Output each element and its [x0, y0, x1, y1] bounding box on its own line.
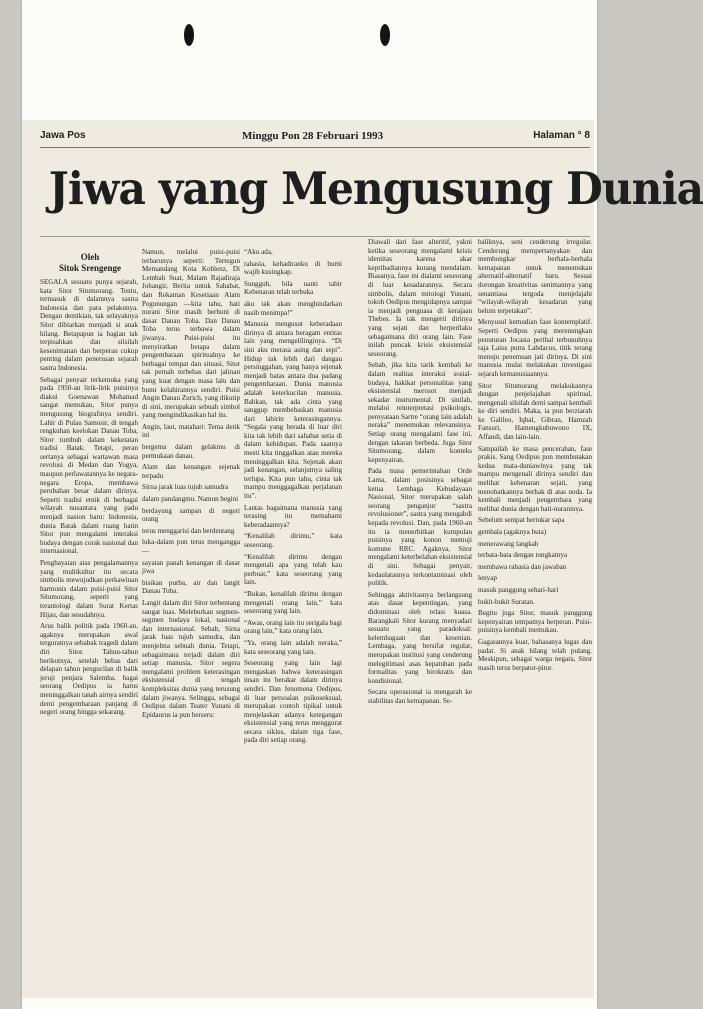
article-column-1 — [40, 278, 138, 990]
article-column-3 — [244, 248, 342, 990]
article-paragraph: Manusia mengusut keberadaan dirinya di antara beragam entitas lain yang mengelilinginya. “Di sini aku merasa asing dan sepi”. Hidup tak lebih dari dangau persinggahan, yang hanya sejenak menjadi batas antara dua padang pengembaraan. Dunia manusia adalah keterkucilan manusia. Bahkan, tak ada cinta yang sanggup membebaskan manusia dari labirin keterasingannya. “Segala yang berada di luar diri kita tak lebih dari sahabat setia di dalam kehidupan. Pada saatnya mesti kita tinggalkan atau mereka meninggalkan kita. Sejenak akan jadi kenangan, selanjutnya saling terlupa. Kita pun tahu, cinta tak mampu menggagalkan perjalanan itu”. — [244, 320, 342, 501]
byline-author: Sitok Srengenge — [58, 263, 122, 273]
article-paragraph: Namun, melalui puisi-puisi terbarunya seperti: Tertegun Memandang Kota Koblenz, Di Lembah Suat, Malam Rajadiraja Johangir, Berita untuk Sahabat, dan Rekaman Kesetiaan Alam Pegunungan —kita tahu, hati nurani Sitor masih berhuni di dasar Danau Toba. Dan Danau Toba terus terbawa dalam jiwanya. Puisi-puisi itu menyiratkan betapa dalam pengembaraan spiritualnya ke berbagai tempat dan situasi, Sitor tak pernah terbebas dari jalinan yang kuat dengan masa lalu dan bumi kelahirannya sendiri. Puisi Angin Danau Zurich, yang dikutip di sini, merupakan sebuah simbol yang mengindikasikan hal itu. — [142, 248, 240, 420]
article-column-2 — [142, 248, 240, 990]
issue-date: Minggu Pon 28 Februari 1993 — [242, 130, 384, 142]
article-paragraph: sayatan panah kenangan di dasar jiwa — [142, 558, 240, 576]
article-paragraph: Menyusul kemudian fase kontemplatif. Seperti Oedipus yang merenungkan penuturan Jocasta perihal terbunuhnya raja Laius putra Labdacus, titik terang menuju penemuan jati dirinya. Di sini manusia mulai melakukan investigasi sejarah kemanusiaannya. — [478, 318, 592, 378]
article-paragraph: Sebelum sempat bertukar sapa — [478, 516, 565, 525]
paper-name: Jawa Pos — [40, 130, 86, 141]
article-paragraph: Alam dan kenangan sejenak terpadu — [142, 463, 240, 480]
punch-hole-left — [184, 24, 194, 46]
article-column-4 — [368, 238, 472, 990]
article-paragraph: Gagasannya kuat, bahasanya lugas dan padat. Si anak hilang telah pulang. Meskipun, sebagai warga negara, Sitor masih terus berpator-pitor. — [478, 637, 592, 672]
article-paragraph: terbata-bata dengan tongkatnya — [478, 551, 568, 560]
byline — [40, 252, 140, 274]
article-paragraph: luka-dalam pun terus mengangga— — [142, 538, 240, 555]
article-paragraph: Sirna jarak luas tujuh samudra — [142, 483, 229, 492]
punch-hole-right — [380, 24, 390, 46]
article-paragraph: lenyap — [478, 574, 497, 583]
article-paragraph: “Ya, orang lain adalah neraka,” kata seseorang yang lain. — [244, 638, 342, 656]
article-paragraph: Langit dalam diri Sitor terbentang sangat luas. Meleburkan segmen-segmen budaya lokal, nasional dan internasional. Sebab, Sirna jarak luas tujuh samudra, dan menjelma sebuah dunia. Tetapi, sebagaimana terjadi dalam diri setiap manusia, Sitor segera mengalami problem keterasingan eksistensial di tengah kompleksitas dunia yang terusung dalam jiwanya. Selingga, sebagai Oedipus dalam Teater Yunani di Epidaurus ia pun berseru: — [142, 598, 240, 719]
article-paragraph: Sebab, jika kita tarik kembali ke dalam realitas interaksi sosial-budaya, hakikat personalitas yang eksistensial merosot menjadi sekadar instrumental. Di sinilah, melalui reinterpretasi psikologis, pernyataan Sartre “orang lain adalah neraka” menemukan relevansinya. Setiap orang mengalami fase ini, dengan takaran berbeda. Juga Sitor Situmorang, dalam konteks kepenyairan. — [368, 361, 472, 464]
article-paragraph: Secara operasional ia mengarah ke stabilitas dan kemapanan. Se- — [368, 688, 472, 705]
article-paragraph: membawa rahasia dan jawaban — [478, 562, 567, 571]
article-paragraph: SEGALA sesuatu punya sejarah, kata Sitor Situmorang. Tentu, termasuk di dalamnya sastra Indonesia dan para pelakunya. Dengan demikian, tak selayaknya Sitor dibiarkan menjadi si anak hilang. Betapapun ia bagian tak terpisahkan dan silsilah kesenimanan dan berperan cukup penting dalam penerusan sejarah sastra Indonesia. — [40, 278, 138, 372]
article-paragraph: bukit-bukit Suratan. — [478, 597, 535, 606]
article-column-5 — [478, 238, 592, 990]
headline: Jiwa yang Mengusung Dunia — [48, 162, 703, 215]
article-paragraph: Angin, laut, matahari: Tema detik ini — [142, 422, 240, 440]
article-paragraph: terus menggarisi dan berdentang — [142, 526, 235, 535]
headline-rule — [40, 236, 590, 237]
article-paragraph: Sampailah ke masa pencerahan, fase prakis. Sang Oedipus pun membutakan kedua mata-duniawinya yang tak mampu mengenali dirinya sendiri dan melihat kebenaran sejati, yang menobatkannya berhak di atas noda. Ia kembali menjadi pengembara yang melihat dunia dengan hati-nuraninya. — [478, 444, 592, 513]
article-paragraph: masuk panggung sehari-hari — [478, 585, 559, 594]
article-paragraph: Begitu juga Sitor, masuk panggung kepenyairan tempatnya berperan. Puisi-puisinya kembali memukau. — [478, 609, 592, 635]
article-paragraph: aku tak akan menghindarkan nasib menimpa!” — [244, 299, 342, 317]
article-paragraph: “Bukan, kenalilah dirimu dengan mengenali orang lain,” kata seseorang yang lain. — [244, 589, 342, 616]
article-paragraph: Sitor Situmorang melakukannya dengan penjelajahan spiritual, mengenali silsilah demi sampai kembali ke diri sendiri. Maka, ia pun berziarah ke Galileo, Iqbal, Gibran, Hamzah Fansuri, Hamengkubuwono IX, Affandi, dan lain-lain. — [478, 381, 592, 442]
article-paragraph: bisikan purba, air dan langit Danau Toba. — [142, 578, 240, 596]
article-paragraph: “Awas, orang lain itu serigala bagi orang lain,” kata orang lain. — [244, 618, 342, 636]
article-paragraph: “Aku ada, — [244, 248, 273, 256]
article-paragraph: Diawali dari fase alteritif, yakni ketika seseorang mengalami krisis identitas karena akar kepribadiannya kurang mendalam. Biasanya, fase ini dialami seseorang di luar kesadarannya. Secara simbolis, dalam mitologi Yunani, tokoh Oedipus mengidapnya sampai ia menjadi penguasa di kerajaan Thebes. Ia tak mengerti dirinya yang sejati dan berperilaku sebagaimana diri orang lain. Fase inilah puncak krisis eksistensial seseorang. — [368, 238, 472, 358]
article-paragraph: “Kenalilah dirimu,” kata seseorang. — [244, 532, 342, 549]
page-header — [40, 130, 590, 146]
article-paragraph: “Kenalilah dirimu dengan mengenali apa yang telah kau perbuat,” kata seseorang yang lain. — [244, 552, 342, 587]
page-number: Halaman ° 8 — [533, 130, 590, 141]
article-paragraph: Lantas bagaimana manusia yang terasing itu memahami keberadaannya? — [244, 503, 342, 529]
article-paragraph: Sehingga aktivitasnya berlangsung atas dasar kepentingan, yang didominasi oleh relasi kuasa. Barangkali Sitor kurang menyadari sesuatu yang paradoksal: kelembagaan dan kesenian. Lembaga, yang bersifat regular, merupakan institusi yang cenderung melegitimasi asas kepatuhan pada formalitas yang birokratis dan kondisional. — [368, 590, 472, 685]
article-paragraph: Sebagai penyair terkemuka yang pada 1950-an lirik-lirik puisinya diakui Goenawan Mohamad sangat memukau, Sitor punya mengusung biografinya sendiri. Lahir di Pulau Samosir, di tengah rengkuhan keelokan Danau Toba, Sitor tumbuh dalam keketatan tradisi Batak. Tetapi, peran sertanya sebagai wartawan masa revolusi di Medan dan Yogya, maupun perlawatannya ke negara-negara Eropa, membawa perubahan besar dalam dirinya. Seperti tradisi etnik di berbagai wilayah nusantara yang padu menjadi nasion baru: Indonesia, dunia Batak dalam ruang batin Sitor pun mengalami interaksi budaya dengan corak nasional dan internasional. — [40, 375, 138, 556]
article-paragraph: gembala (agaknya buta) — [478, 528, 547, 536]
article-paragraph: berdayung sampan di negeri orang — [142, 506, 240, 524]
article-paragraph: baliknya, seni cenderung irregular. Cenderung mempertanyakan dan membongkar berhala-berhala kemapanan untuk menemukan alternatif-alternatif baru. Sesuai dorongan kreativitas senimannya yang senantiasa tergoda menjelajahi “wilayah-wilayah kesadaran yang belum terpetakan”. — [478, 238, 592, 315]
article-paragraph: bergema dalam gelakmu di permukaan danau. — [142, 443, 240, 460]
article-paragraph: Seseorang yang lain lagi mengaskan bahwa keterasingan insan itu berakar dalam dirinya sendiri. Dan fenomena Oedipus, di luar persoalan psikoseksual, merupakan contoh tipikal untuk menjelaskan adanya ketegangan eksistensial yang terus menggurat secara siklus, dalam tiga fase, pada diri setiap orang. — [244, 659, 342, 745]
article-paragraph: Sungguh, bila nanti tabir Kebenaran telah terbuka — [244, 279, 342, 297]
article-paragraph: Penghayatan atas pengalamannya yang multikultur itu secara simbolis mewujudkan perkawinan harmonis dalam puisi-puisi Sitor Situmorang, seperti yang terantologi dalam Surat Kertas Hijau, dan sesudahnya. — [40, 559, 138, 619]
article-paragraph: menerawang langkah — [478, 539, 539, 548]
article-paragraph: dalam pandangmu. Namun begini — [142, 495, 239, 504]
byline-oleh: Oleh — [80, 252, 100, 262]
article-paragraph: Arus balik politik pada 1960-an, agaknya merupakan awal terguratnya sebabak tragedi dalam diri Sitor. Tahun-tahun berikutnya, setelah bebas dari delapan tahun pengucilan di balik jeruji penjara Salemba, bagai seorang Oedipus ia harus meninggalkan tanah airnya sendiri demi pengembaraan panjang di negeri orang hingga sekarang. — [40, 622, 138, 717]
article-paragraph: Pada masa pemerintahan Orde Lama, dalam posisinya sebagai ketua Lembaga Kebudayaan Nasional, Sitor merupakan salah seorang penganjur “sastra revolusioner”, sastra yang mengabdi kepada revolusi. Dan, pada 1960-an itu ia menerbitkan kumpulan puisinya yang konon memuji komune RRC. Agaknya, Sitor mengalami keterbelahan eksistensial di sini. Sebagai penyair, kedaulatannya terkontaminasi oleh politik. — [368, 467, 473, 588]
article-paragraph: rahasia, kehadiranku di bumi wajib kusingkap. — [244, 259, 342, 277]
